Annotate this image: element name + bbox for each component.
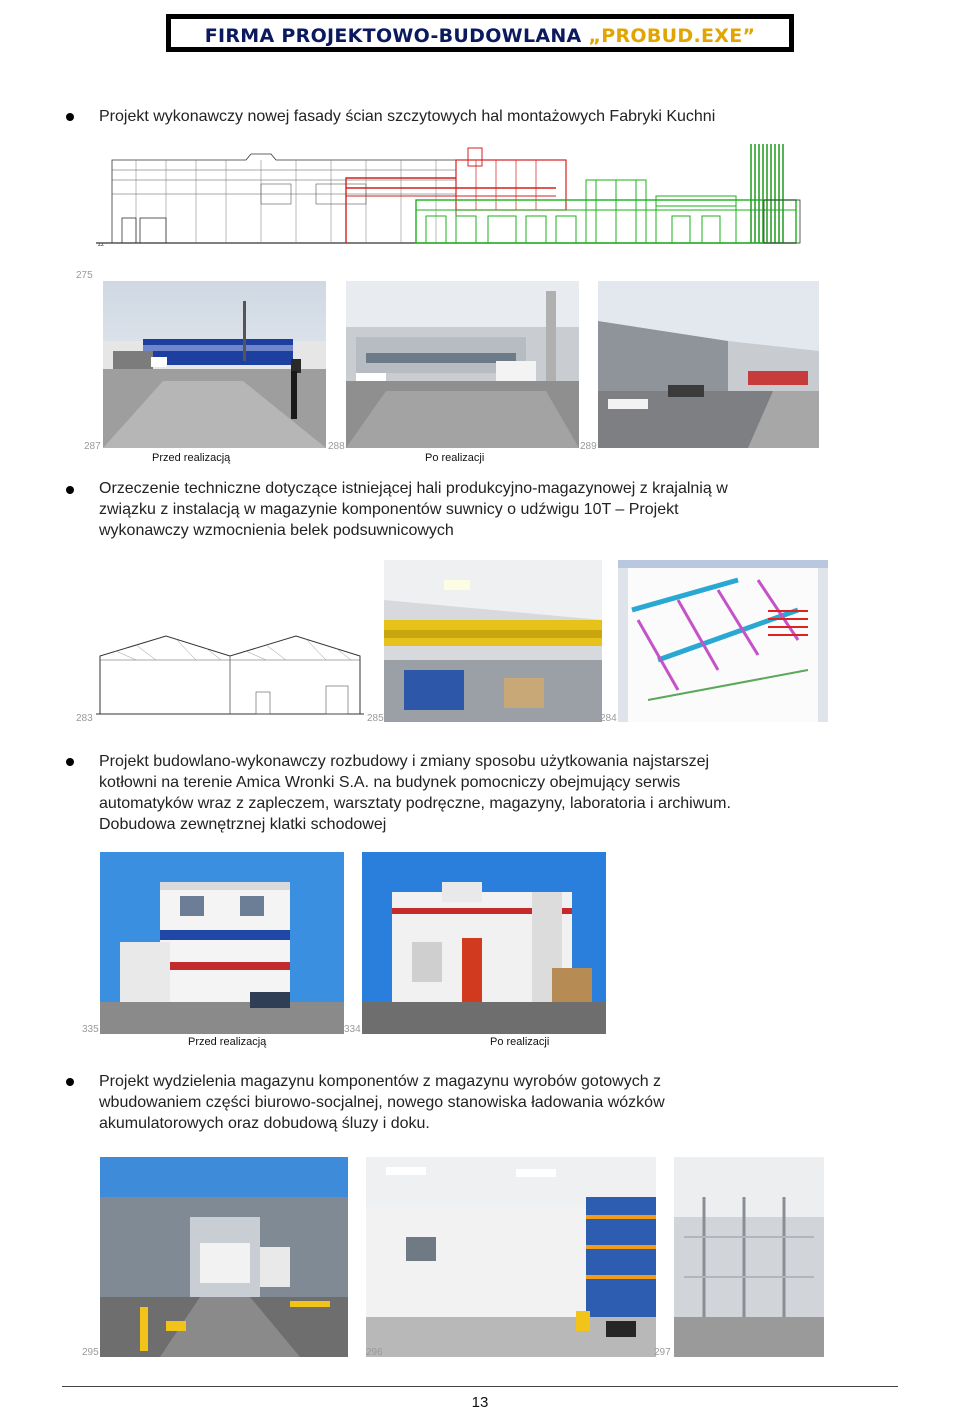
section-2-line: Orzeczenie techniczne dotyczące istniejącej hali produkcyjno-magazynowej z krajalnią w xyxy=(99,480,728,497)
figure-number: 297 xyxy=(654,1347,671,1358)
bullet-4 xyxy=(66,1078,74,1086)
bullet-1 xyxy=(66,113,74,121)
figure-number: 285 xyxy=(367,713,384,724)
photo-boiler-after xyxy=(362,852,606,1034)
figure-number: 283 xyxy=(76,713,93,724)
photo-dock-entrance xyxy=(100,1157,348,1357)
elevation-drawing xyxy=(96,140,804,252)
figure-number: 296 xyxy=(366,1347,383,1358)
photo-boiler-before xyxy=(100,852,344,1034)
section-3-line: automatyków wraz z zapleczem, warsztaty podręczne, magazyny, laboratoria i archiwum. xyxy=(99,795,731,812)
header-banner xyxy=(166,14,794,52)
bullet-3 xyxy=(66,758,74,766)
figure-number: 275 xyxy=(76,270,93,281)
figure-number: 295 xyxy=(82,1347,99,1358)
caption-before: Przed realizacją xyxy=(188,1036,267,1048)
figure-number: 289 xyxy=(580,441,597,452)
section-2-line: związku z instalacją w magazynie komponentów suwnicy o udźwigu 10T – Projekt xyxy=(99,501,679,518)
figure-number: 287 xyxy=(84,441,101,452)
photo-warehouse-shelving xyxy=(674,1157,824,1357)
section-4-line: akumulatorowych oraz dobudową śluzy i doku. xyxy=(99,1115,430,1132)
footer-divider xyxy=(62,1386,898,1387)
section-2-line: wykonawczy wzmocnienia belek podsuwnicowych xyxy=(99,522,454,539)
section-1-text: Projekt wykonawczy nowej fasady ścian szczytowych hal montażowych Fabryki Kuchni xyxy=(99,108,716,125)
caption-after: Po realizacji xyxy=(490,1036,550,1048)
section-3-line: kotłowni na terenie Amica Wronki S.A. na budynek pomocniczy obejmujący serwis xyxy=(99,774,681,791)
photo-warehouse-interior xyxy=(366,1157,656,1357)
section-3-line: Dobudowa zewnętrznej klatki schodowej xyxy=(99,816,387,833)
bullet-2 xyxy=(66,486,74,494)
photo-after-building xyxy=(346,281,579,448)
section-3-line: Projekt budowlano-wykonawczy rozbudowy i zmiany sposobu użytkowania najstarszej xyxy=(99,753,710,770)
header-title: FIRMA PROJEKTOWO-BUDOWLANA „PROBUD.EXE” xyxy=(204,25,756,47)
figure-number: 335 xyxy=(82,1024,99,1035)
section-4-line: wbudowaniem części biurowo-socjalnej, nowego stanowiska ładowania wózków xyxy=(99,1094,665,1111)
figure-number: 284 xyxy=(600,713,617,724)
figure-number: 334 xyxy=(344,1024,361,1035)
section-4-line: Projekt wydzielenia magazynu komponentów z magazynu wyrobów gotowych z xyxy=(99,1073,662,1090)
caption-before: Przed realizacją xyxy=(152,452,231,464)
cad-3d-model xyxy=(618,560,828,722)
caption-after: Po realizacji xyxy=(425,452,485,464)
svg-text:zz: zz xyxy=(98,242,104,248)
photo-before-building xyxy=(103,281,326,448)
page-number: 13 xyxy=(471,1394,489,1411)
figure-number: 288 xyxy=(328,441,345,452)
photo-after-building-wide xyxy=(598,281,819,448)
truss-section-drawing xyxy=(96,630,366,720)
photo-crane-hall xyxy=(384,560,602,722)
